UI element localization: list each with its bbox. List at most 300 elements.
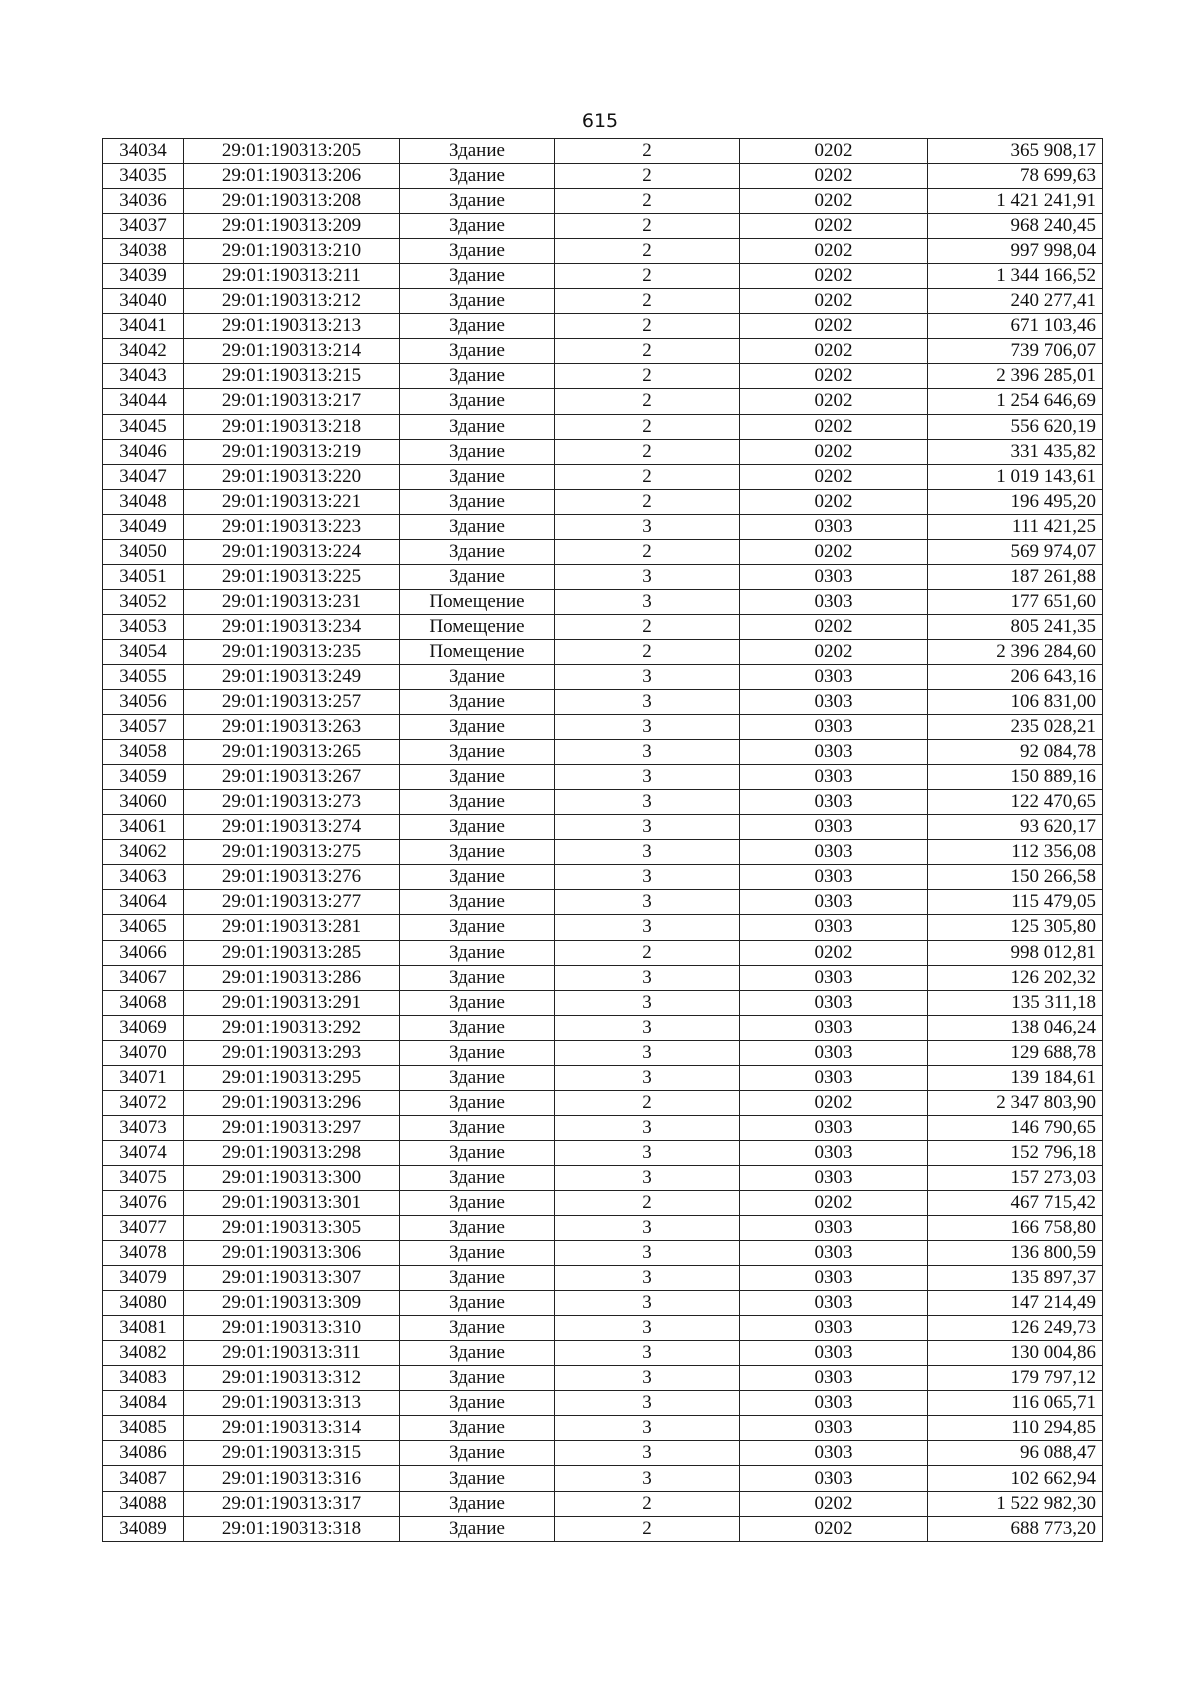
object-type-cell: Здание [400,1291,555,1316]
cadastral-number-cell: 29:01:190313:220 [184,464,400,489]
table-row [103,664,1103,689]
object-type-cell: Здание [400,690,555,715]
cadastral-number-cell: 29:01:190313:298 [184,1140,400,1165]
group-cell: 3 [555,1015,740,1040]
table-row [103,1140,1103,1165]
cadastral-number-cell: 29:01:190313:293 [184,1040,400,1065]
row-number-cell: 34054 [103,639,184,664]
cadastral-value-cell: 2 396 285,01 [928,364,1103,389]
object-type-cell: Здание [400,865,555,890]
group-cell: 3 [555,564,740,589]
cadastral-value-cell: 2 396 284,60 [928,639,1103,664]
group-cell: 2 [555,139,740,164]
row-number-cell: 34069 [103,1015,184,1040]
object-type-cell: Здание [400,1190,555,1215]
row-number-cell: 34037 [103,214,184,239]
table-row [103,765,1103,790]
group-cell: 2 [555,489,740,514]
object-type-cell: Здание [400,890,555,915]
cadastral-value-cell: 150 266,58 [928,865,1103,890]
row-number-cell: 34061 [103,815,184,840]
group-cell: 2 [555,1090,740,1115]
cadastral-value-cell: 139 184,61 [928,1065,1103,1090]
object-type-cell: Здание [400,1115,555,1140]
cadastral-value-cell: 112 356,08 [928,840,1103,865]
code-cell: 0202 [740,164,928,189]
cadastral-value-cell: 671 103,46 [928,314,1103,339]
object-type-cell: Здание [400,314,555,339]
cadastral-value-cell: 998 012,81 [928,940,1103,965]
code-cell: 0202 [740,289,928,314]
cadastral-number-cell: 29:01:190313:221 [184,489,400,514]
code-cell: 0202 [740,139,928,164]
code-cell: 0202 [740,639,928,664]
cadastral-number-cell: 29:01:190313:276 [184,865,400,890]
row-number-cell: 34087 [103,1466,184,1491]
object-type-cell: Здание [400,1391,555,1416]
cadastral-number-cell: 29:01:190313:292 [184,1015,400,1040]
cadastral-number-cell: 29:01:190313:231 [184,589,400,614]
cadastral-number-cell: 29:01:190313:301 [184,1190,400,1215]
group-cell: 3 [555,664,740,689]
cadastral-number-cell: 29:01:190313:249 [184,664,400,689]
cadastral-number-cell: 29:01:190313:312 [184,1366,400,1391]
row-number-cell: 34036 [103,189,184,214]
table-row [103,1015,1103,1040]
group-cell: 3 [555,1466,740,1491]
cadastral-number-cell: 29:01:190313:263 [184,715,400,740]
cadastral-number-cell: 29:01:190313:257 [184,690,400,715]
code-cell: 0303 [740,890,928,915]
table-row [103,840,1103,865]
table-row [103,189,1103,214]
group-cell: 3 [555,1115,740,1140]
code-cell: 0303 [740,1241,928,1266]
cadastral-number-cell: 29:01:190313:309 [184,1291,400,1316]
cadastral-number-cell: 29:01:190313:317 [184,1491,400,1516]
cadastral-number-cell: 29:01:190313:314 [184,1416,400,1441]
table-row [103,1065,1103,1090]
code-cell: 0303 [740,564,928,589]
cadastral-value-table [102,138,1103,1542]
cadastral-number-cell: 29:01:190313:218 [184,414,400,439]
cadastral-value-cell: 187 261,88 [928,564,1103,589]
code-cell: 0202 [740,264,928,289]
table-row [103,139,1103,164]
code-cell: 0303 [740,765,928,790]
row-number-cell: 34039 [103,264,184,289]
code-cell: 0303 [740,790,928,815]
object-type-cell: Помещение [400,639,555,664]
code-cell: 0202 [740,1090,928,1115]
code-cell: 0202 [740,414,928,439]
table-row [103,614,1103,639]
code-cell: 0202 [740,1516,928,1541]
object-type-cell: Здание [400,214,555,239]
cadastral-value-cell: 102 662,94 [928,1466,1103,1491]
row-number-cell: 34056 [103,690,184,715]
object-type-cell: Здание [400,439,555,464]
cadastral-number-cell: 29:01:190313:315 [184,1441,400,1466]
object-type-cell: Здание [400,414,555,439]
table-row [103,289,1103,314]
group-cell: 3 [555,1140,740,1165]
row-number-cell: 34077 [103,1216,184,1241]
row-number-cell: 34047 [103,464,184,489]
table-row [103,239,1103,264]
row-number-cell: 34034 [103,139,184,164]
code-cell: 0303 [740,1466,928,1491]
table-row [103,264,1103,289]
group-cell: 3 [555,1291,740,1316]
group-cell: 2 [555,389,740,414]
cadastral-number-cell: 29:01:190313:217 [184,389,400,414]
group-cell: 2 [555,464,740,489]
row-number-cell: 34049 [103,514,184,539]
group-cell: 2 [555,940,740,965]
table-row [103,1391,1103,1416]
cadastral-value-cell: 235 028,21 [928,715,1103,740]
group-cell: 2 [555,239,740,264]
table-row [103,1316,1103,1341]
row-number-cell: 34053 [103,614,184,639]
code-cell: 0202 [740,489,928,514]
cadastral-number-cell: 29:01:190313:225 [184,564,400,589]
group-cell: 3 [555,890,740,915]
cadastral-number-cell: 29:01:190313:224 [184,539,400,564]
code-cell: 0303 [740,1266,928,1291]
cadastral-number-cell: 29:01:190313:210 [184,239,400,264]
object-type-cell: Здание [400,1441,555,1466]
code-cell: 0202 [740,940,928,965]
cadastral-number-cell: 29:01:190313:273 [184,790,400,815]
code-cell: 0303 [740,1341,928,1366]
cadastral-value-cell: 136 800,59 [928,1241,1103,1266]
group-cell: 3 [555,915,740,940]
table-row [103,464,1103,489]
table-row [103,1441,1103,1466]
code-cell: 0202 [740,314,928,339]
cadastral-value-cell: 805 241,35 [928,614,1103,639]
table-row [103,1090,1103,1115]
cadastral-value-cell: 1 019 143,61 [928,464,1103,489]
cadastral-number-cell: 29:01:190313:223 [184,514,400,539]
cadastral-number-cell: 29:01:190313:305 [184,1216,400,1241]
row-number-cell: 34043 [103,364,184,389]
row-number-cell: 34080 [103,1291,184,1316]
row-number-cell: 34044 [103,389,184,414]
cadastral-value-cell: 93 620,17 [928,815,1103,840]
row-number-cell: 34089 [103,1516,184,1541]
object-type-cell: Здание [400,715,555,740]
cadastral-number-cell: 29:01:190313:297 [184,1115,400,1140]
row-number-cell: 34041 [103,314,184,339]
object-type-cell: Здание [400,1140,555,1165]
cadastral-number-cell: 29:01:190313:274 [184,815,400,840]
group-cell: 3 [555,1040,740,1065]
cadastral-number-cell: 29:01:190313:234 [184,614,400,639]
table-row [103,514,1103,539]
code-cell: 0303 [740,1316,928,1341]
cadastral-value-cell: 1 421 241,91 [928,189,1103,214]
code-cell: 0303 [740,690,928,715]
group-cell: 2 [555,614,740,639]
table-row [103,1241,1103,1266]
table-row [103,1341,1103,1366]
table-row [103,489,1103,514]
group-cell: 3 [555,765,740,790]
table-row [103,364,1103,389]
group-cell: 3 [555,1216,740,1241]
row-number-cell: 34081 [103,1316,184,1341]
group-cell: 3 [555,865,740,890]
object-type-cell: Здание [400,1416,555,1441]
row-number-cell: 34042 [103,339,184,364]
code-cell: 0202 [740,239,928,264]
cadastral-number-cell: 29:01:190313:300 [184,1165,400,1190]
object-type-cell: Здание [400,740,555,765]
cadastral-value-cell: 166 758,80 [928,1216,1103,1241]
cadastral-value-cell: 1 344 166,52 [928,264,1103,289]
code-cell: 0303 [740,915,928,940]
table-row [103,1466,1103,1491]
table-row [103,715,1103,740]
object-type-cell: Здание [400,765,555,790]
table-row [103,1040,1103,1065]
object-type-cell: Здание [400,364,555,389]
code-cell: 0202 [740,214,928,239]
cadastral-value-cell: 1 522 982,30 [928,1491,1103,1516]
row-number-cell: 34048 [103,489,184,514]
cadastral-number-cell: 29:01:190313:306 [184,1241,400,1266]
object-type-cell: Здание [400,790,555,815]
group-cell: 3 [555,1441,740,1466]
group-cell: 3 [555,990,740,1015]
group-cell: 3 [555,1165,740,1190]
code-cell: 0303 [740,1441,928,1466]
object-type-cell: Здание [400,664,555,689]
page-number: 615 [581,110,619,132]
object-type-cell: Здание [400,1040,555,1065]
cadastral-number-cell: 29:01:190313:281 [184,915,400,940]
cadastral-value-cell: 126 202,32 [928,965,1103,990]
cadastral-value-cell: 92 084,78 [928,740,1103,765]
cadastral-number-cell: 29:01:190313:211 [184,264,400,289]
code-cell: 0303 [740,1065,928,1090]
table-row [103,539,1103,564]
group-cell: 2 [555,539,740,564]
group-cell: 2 [555,414,740,439]
group-cell: 3 [555,1341,740,1366]
object-type-cell: Здание [400,1216,555,1241]
cadastral-value-cell: 739 706,07 [928,339,1103,364]
table-row [103,1216,1103,1241]
table-row [103,1165,1103,1190]
cadastral-value-cell: 179 797,12 [928,1366,1103,1391]
table-row [103,1366,1103,1391]
code-cell: 0303 [740,840,928,865]
object-type-cell: Здание [400,1316,555,1341]
cadastral-value-cell: 135 311,18 [928,990,1103,1015]
group-cell: 3 [555,965,740,990]
cadastral-number-cell: 29:01:190313:275 [184,840,400,865]
code-cell: 0202 [740,614,928,639]
group-cell: 3 [555,1241,740,1266]
group-cell: 3 [555,1065,740,1090]
table-row [103,414,1103,439]
table-row [103,639,1103,664]
object-type-cell: Здание [400,339,555,364]
code-cell: 0303 [740,1015,928,1040]
group-cell: 2 [555,189,740,214]
group-cell: 3 [555,815,740,840]
object-type-cell: Здание [400,239,555,264]
table-row [103,589,1103,614]
cadastral-number-cell: 29:01:190313:267 [184,765,400,790]
row-number-cell: 34065 [103,915,184,940]
cadastral-value-cell: 467 715,42 [928,1190,1103,1215]
row-number-cell: 34072 [103,1090,184,1115]
cadastral-value-cell: 688 773,20 [928,1516,1103,1541]
object-type-cell: Здание [400,1516,555,1541]
cadastral-value-cell: 569 974,07 [928,539,1103,564]
object-type-cell: Здание [400,840,555,865]
code-cell: 0303 [740,1391,928,1416]
table-body [103,139,1103,1542]
table-row [103,1115,1103,1140]
cadastral-number-cell: 29:01:190313:219 [184,439,400,464]
code-cell: 0202 [740,539,928,564]
object-type-cell: Здание [400,1165,555,1190]
code-cell: 0202 [740,1190,928,1215]
group-cell: 3 [555,840,740,865]
row-number-cell: 34071 [103,1065,184,1090]
cadastral-number-cell: 29:01:190313:205 [184,139,400,164]
group-cell: 3 [555,715,740,740]
cadastral-value-cell: 556 620,19 [928,414,1103,439]
row-number-cell: 34086 [103,1441,184,1466]
object-type-cell: Здание [400,514,555,539]
code-cell: 0202 [740,439,928,464]
table-row [103,1291,1103,1316]
cadastral-value-cell: 111 421,25 [928,514,1103,539]
row-number-cell: 34079 [103,1266,184,1291]
code-cell: 0303 [740,664,928,689]
object-type-cell: Здание [400,539,555,564]
table-row [103,1516,1103,1541]
object-type-cell: Здание [400,139,555,164]
group-cell: 2 [555,289,740,314]
table-row [103,389,1103,414]
cadastral-value-cell: 115 479,05 [928,890,1103,915]
cadastral-value-cell: 331 435,82 [928,439,1103,464]
code-cell: 0202 [740,389,928,414]
code-cell: 0303 [740,1165,928,1190]
table-row [103,164,1103,189]
row-number-cell: 34052 [103,589,184,614]
object-type-cell: Помещение [400,614,555,639]
cadastral-value-cell: 365 908,17 [928,139,1103,164]
cadastral-value-cell: 157 273,03 [928,1165,1103,1190]
row-number-cell: 34068 [103,990,184,1015]
row-number-cell: 34078 [103,1241,184,1266]
cadastral-number-cell: 29:01:190313:295 [184,1065,400,1090]
code-cell: 0202 [740,189,928,214]
code-cell: 0202 [740,1491,928,1516]
object-type-cell: Здание [400,915,555,940]
cadastral-number-cell: 29:01:190313:291 [184,990,400,1015]
code-cell: 0303 [740,1416,928,1441]
table-row [103,740,1103,765]
object-type-cell: Здание [400,1341,555,1366]
code-cell: 0303 [740,715,928,740]
object-type-cell: Здание [400,564,555,589]
table-row [103,1266,1103,1291]
group-cell: 2 [555,264,740,289]
object-type-cell: Здание [400,1065,555,1090]
row-number-cell: 34066 [103,940,184,965]
cadastral-number-cell: 29:01:190313:214 [184,339,400,364]
object-type-cell: Здание [400,1090,555,1115]
row-number-cell: 34073 [103,1115,184,1140]
object-type-cell: Здание [400,1466,555,1491]
cadastral-value-cell: 135 897,37 [928,1266,1103,1291]
table-row [103,1491,1103,1516]
row-number-cell: 34057 [103,715,184,740]
table-row [103,815,1103,840]
group-cell: 2 [555,639,740,664]
cadastral-number-cell: 29:01:190313:311 [184,1341,400,1366]
cadastral-number-cell: 29:01:190313:286 [184,965,400,990]
cadastral-number-cell: 29:01:190313:208 [184,189,400,214]
row-number-cell: 34063 [103,865,184,890]
group-cell: 3 [555,1366,740,1391]
row-number-cell: 34046 [103,439,184,464]
cadastral-number-cell: 29:01:190313:296 [184,1090,400,1115]
cadastral-value-cell: 968 240,45 [928,214,1103,239]
cadastral-value-cell: 130 004,86 [928,1341,1103,1366]
object-type-cell: Здание [400,815,555,840]
row-number-cell: 34085 [103,1416,184,1441]
code-cell: 0303 [740,1291,928,1316]
cadastral-value-cell: 177 651,60 [928,589,1103,614]
object-type-cell: Здание [400,164,555,189]
row-number-cell: 34083 [103,1366,184,1391]
cadastral-number-cell: 29:01:190313:213 [184,314,400,339]
code-cell: 0303 [740,1140,928,1165]
table-row [103,690,1103,715]
code-cell: 0303 [740,1115,928,1140]
cadastral-value-cell: 147 214,49 [928,1291,1103,1316]
table-row [103,1416,1103,1441]
object-type-cell: Здание [400,389,555,414]
group-cell: 2 [555,339,740,364]
code-cell: 0303 [740,865,928,890]
cadastral-value-cell: 206 643,16 [928,664,1103,689]
cadastral-number-cell: 29:01:190313:318 [184,1516,400,1541]
row-number-cell: 34084 [103,1391,184,1416]
cadastral-value-cell: 110 294,85 [928,1416,1103,1441]
cadastral-number-cell: 29:01:190313:235 [184,639,400,664]
cadastral-value-cell: 78 699,63 [928,164,1103,189]
cadastral-value-cell: 146 790,65 [928,1115,1103,1140]
cadastral-number-cell: 29:01:190313:277 [184,890,400,915]
object-type-cell: Здание [400,1015,555,1040]
object-type-cell: Здание [400,1491,555,1516]
cadastral-value-cell: 106 831,00 [928,690,1103,715]
table-row [103,1190,1103,1215]
cadastral-number-cell: 29:01:190313:307 [184,1266,400,1291]
